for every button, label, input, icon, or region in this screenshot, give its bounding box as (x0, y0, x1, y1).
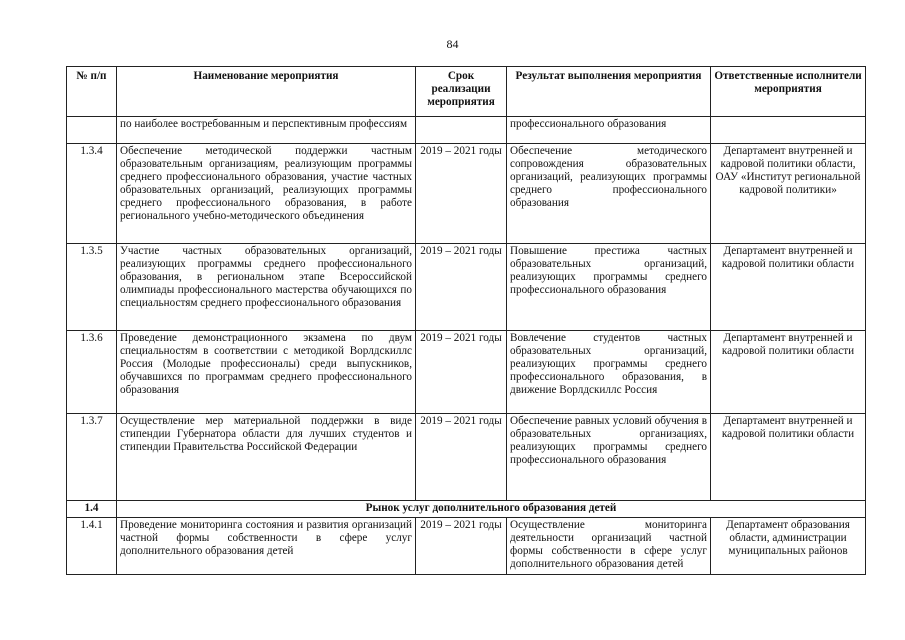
header-result: Результат выполнения мероприятия (507, 67, 711, 117)
row-term: 2019 – 2021 годы (416, 414, 507, 501)
row-num: 1.3.5 (67, 244, 117, 331)
section-title: Рынок услуг дополнительного образования детей (117, 501, 866, 518)
row-executors: Департамент внутренней и кадровой политики области (711, 244, 866, 331)
header-executors: Ответственные исполнители мероприятия (711, 67, 866, 117)
row-term: 2019 – 2021 годы (416, 144, 507, 244)
header-term: Срок реализации мероприятия (416, 67, 507, 117)
row-name: Проведение мониторинга состояния и развития организаций частной формы собственности в сфере услуг дополнительного образования детей (117, 518, 416, 575)
row-term: 2019 – 2021 годы (416, 518, 507, 575)
row-executors (711, 117, 866, 144)
table-row (67, 518, 866, 575)
row-name: Проведение демонстрационного экзамена по двум специальностям в соответствии с методикой Ворлдскиллс Россия (Молодые профессионалы) среди выпускников, обучавшихся по программам среднего профессионального образования (117, 331, 416, 414)
row-result: Обеспечение равных условий обучения в образовательных организациях, реализующих программы среднего профессионального образования (507, 414, 711, 501)
page-number: 84 (446, 37, 459, 51)
row-result: профессионального образования (507, 117, 711, 144)
table-row (67, 117, 866, 144)
row-name: Обеспечение методической поддержки частным образовательным организациям, реализующим программы среднего профессионального образования, участие частных образовательных организаций, реализующих программы среднего профессионального образования, в работе регионального учебно-методического объединения (117, 144, 416, 244)
row-executors: Департамент образования области, администрации муниципальных районов (711, 518, 866, 575)
table-row (67, 414, 866, 501)
row-result: Вовлечение студентов частных образовательных организаций, реализующих программы среднего профессионального образования, в движение Ворлдскиллс Россия (507, 331, 711, 414)
row-executors: Департамент внутренней и кадровой политики области (711, 414, 866, 501)
row-num (67, 117, 117, 144)
table-row (67, 331, 866, 414)
row-name: Осуществление мер материальной поддержки в виде стипендии Губернатора области для лучших студентов и стипендии Правительства Российской Федерации (117, 414, 416, 501)
row-term: 2019 – 2021 годы (416, 244, 507, 331)
header-num: № п/п (67, 67, 117, 117)
section-num: 1.4 (67, 501, 117, 518)
row-num: 1.3.6 (67, 331, 117, 414)
row-result: Осуществление мониторинга деятельности организаций частной формы собственности в сфере услуг дополнительного образования детей (507, 518, 711, 575)
table-row (67, 144, 866, 244)
row-num: 1.3.4 (67, 144, 117, 244)
table-row (67, 244, 866, 331)
section-row (67, 501, 866, 518)
table-header-row (67, 67, 866, 117)
measures-table (66, 66, 866, 575)
row-name: Участие частных образовательных организаций, реализующих программы среднего профессионального образования, в региональном этапе Всероссийской олимпиады профессионального мастерства обучающихся по специальностям среднего профессионального образования (117, 244, 416, 331)
row-term (416, 117, 507, 144)
row-executors: Департамент внутренней и кадровой политики области, ОАУ «Институт региональной кадровой политики» (711, 144, 866, 244)
row-term: 2019 – 2021 годы (416, 331, 507, 414)
row-num: 1.3.7 (67, 414, 117, 501)
row-executors: Департамент внутренней и кадровой политики области (711, 331, 866, 414)
row-name: по наиболее востребованным и перспективным профессиям (117, 117, 416, 144)
row-num: 1.4.1 (67, 518, 117, 575)
row-result: Повышение престижа частных образовательных организаций, реализующих программы среднего профессионального образования (507, 244, 711, 331)
header-name: Наименование мероприятия (117, 67, 416, 117)
row-result: Обеспечение методического сопровождения образовательных организаций, реализующих программы среднего профессионального образования (507, 144, 711, 244)
